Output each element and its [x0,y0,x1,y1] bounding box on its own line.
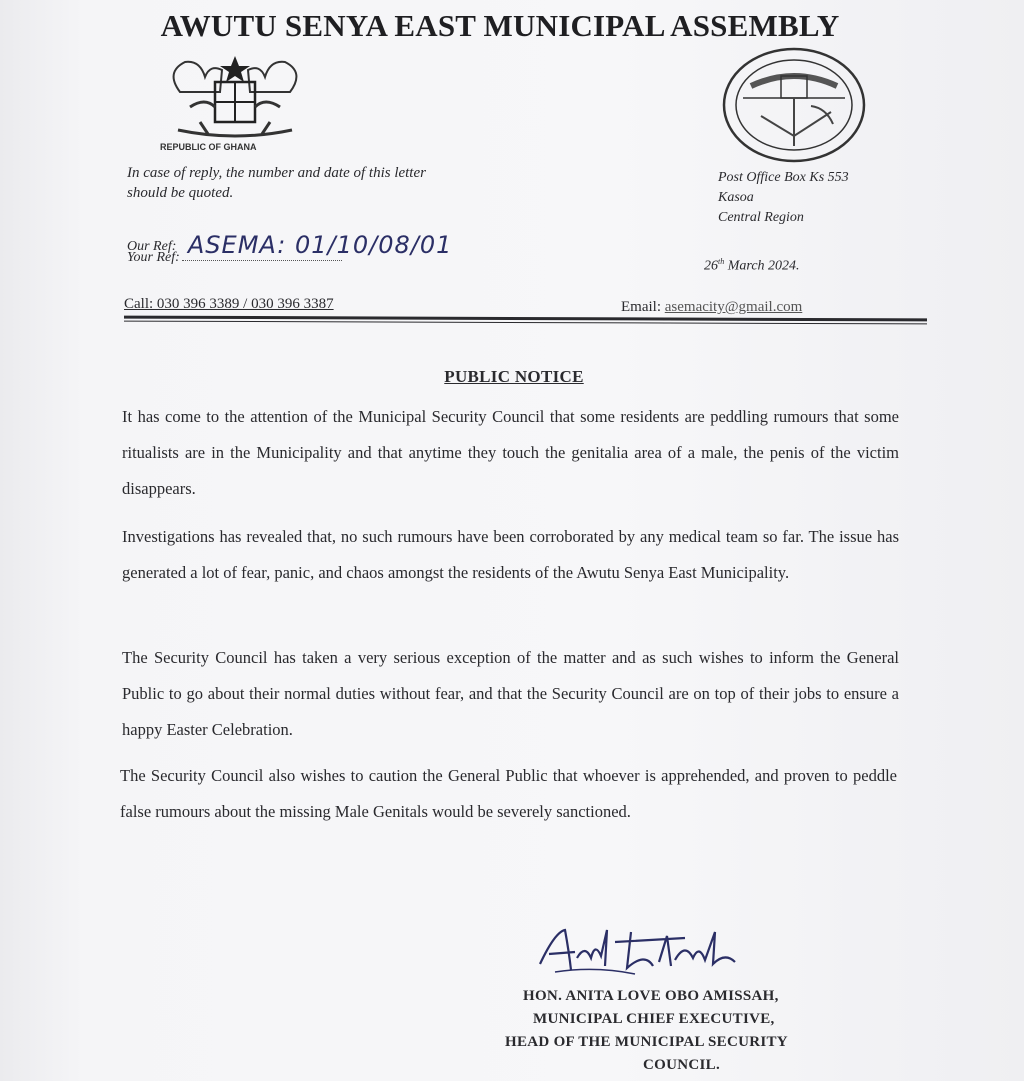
address-line: Post Office Box Ks 553 [718,170,849,185]
coat-of-arms-caption: REPUBLIC OF GHANA [160,142,257,152]
our-ref-label: Our Ref: [127,239,177,254]
phone-numbers: Call: 030 396 3389 / 030 396 3387 [124,296,334,312]
address-line: Kasoa [718,190,754,205]
handwritten-signature [535,922,755,982]
assembly-title: AWUTU SENYA EAST MUNICIPAL ASSEMBLY [160,8,840,43]
email-contact [621,299,802,316]
date-month-year: March 2024. [724,258,800,274]
signatory-title: MUNICIPAL CHIEF EXECUTIVE, [533,1011,775,1027]
notice-paragraph: The Security Council also wishes to caution the General Public that whoever is apprehended, and proven to peddle false rumours about the missing Male Genitals would be severely sanctioned. [120,766,897,821]
coat-of-arms-icon [160,52,310,140]
signatory-name: HON. ANITA LOVE OBO AMISSAH, [523,988,779,1004]
your-reference [127,250,342,266]
postal-address [718,168,849,228]
signatory-block [505,985,905,1077]
date-day: 26 [704,258,718,274]
header-divider-thin [124,321,927,325]
assembly-seal-icon [721,46,867,164]
signatory-role: HEAD OF THE MUNICIPAL SECURITY [505,1034,788,1050]
email-address: asemacity@gmail.com [664,299,803,315]
notice-heading: PUBLIC NOTICE [444,367,584,386]
your-ref-label: Your Ref: [127,250,180,265]
our-ref-value: ASEMA: 01/10/08/01 [187,231,453,259]
signatory-role-cont: COUNCIL. [643,1057,720,1073]
date-suffix: th [718,257,725,266]
letter-date [704,257,800,275]
your-ref-blank [182,260,342,261]
reply-instruction: In case of reply, the number and date of this letter should be quoted. [127,165,426,201]
notice-paragraph: Investigations has revealed that, no such rumours have been corroborated by any medical team so far. The issue has generated a lot of fear, panic, and chaos amongst the residents of the Awutu Senya East Municipality. [122,527,899,582]
address-line: Central Region [718,210,804,225]
email-label: Email: [621,299,661,315]
notice-paragraph: The Security Council has taken a very serious exception of the matter and as such wishes to inform the General Public to go about their normal duties without fear, and that the Security Council are on top of their jobs to ensure a happy Easter Celebration. [122,648,899,739]
notice-paragraph: It has come to the attention of the Municipal Security Council that some residents are peddling rumours that some ritualists are in the Municipality and that anytime they touch the genitalia area of a male, the penis of the victim disappears. [122,407,899,498]
